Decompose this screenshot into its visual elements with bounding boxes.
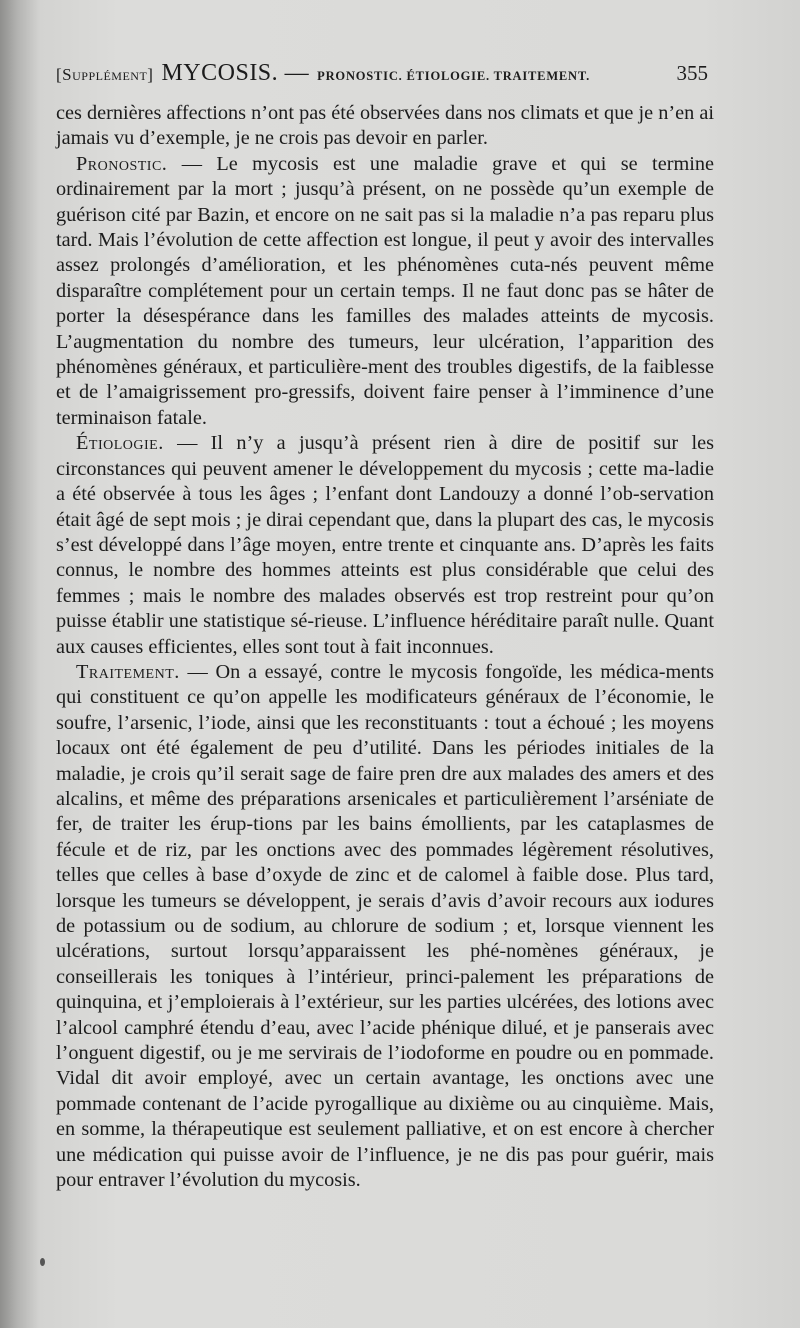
paragraph-lead: Pronostic. <box>76 152 168 175</box>
header-title: MYCOSIS. — <box>161 60 310 86</box>
header-subtitle: PRONOSTIC. ÉTIOLOGIE. TRAITEMENT. <box>317 69 591 83</box>
page-number: 355 <box>676 61 708 85</box>
ink-speck <box>40 1258 45 1266</box>
header-section: [Supplément] <box>56 65 154 84</box>
paragraph-lead: Étiologie. <box>76 432 164 455</box>
paragraph-etiologie <box>56 431 714 660</box>
body-text <box>56 101 714 1193</box>
paragraph-pronostic <box>56 152 714 431</box>
running-header <box>56 60 708 90</box>
header-left <box>56 60 590 87</box>
paragraph-text: — On a essayé, contre le mycosis fongoïde, les médica-ments qui constituent ce qu’on appelle les modificateurs généraux de l’économie, le soufre, l’arsenic, l’iode, ainsi que les reconstituants : tout a échoué ; les moyens locaux ont été également de peu d’utilité. Dans les périodes initiales de la maladie, je crois qu’il serait sage de faire pren dre aux malades des amers et des alcalins, et même des préparations arsenicales et particulièrement l’arséniate de fer, de traiter les érup-tions par les bains émollients, par les cataplasmes de fécule et de riz, par les onctions avec des pommades légèrement résolutives, telles que celles à base d’oxyde de zinc et de calomel à faible dose. Plus tard, lorsque les tumeurs se développent, je serais d’avis d’avoir recours aux iodures de potassium ou de sodium, au chlorure de sodium ; et, lorsque viennent les ulcérations, surtout lorsqu’apparaissent les phé-nomènes généraux, je conseillerais les toniques à l’intérieur, princi-palement les préparations de quinquina, et j’emploierais à l’extérieur, sur les parties ulcérées, des lotions avec l’alcool camphré étendu d’eau, avec l’acide phénique dilué, et je panserais avec l’onguent digestif, ou je me servirais de l’iodoforme en poudre ou en pommade. Vidal dit avoir employé, avec un certain avantage, les onctions avec une pommade contenant de l’acide pyrogallique au dixième ou au cinquième. Mais, en somme, la thérapeutique est seulement palliative, et on est encore à chercher une médication qui puisse avoir de l’influence, je ne dis pas pour guérir, mais pour entraver l’évolution du mycosis. <box>56 660 714 1192</box>
paragraph-lead: Traitement. <box>76 660 180 683</box>
paragraph-text: ces dernières affections n’ont pas été observées dans nos climats et que je n’en ai jamais vu d’exemple, je ne crois pas devoir en parler. <box>56 102 714 150</box>
paragraph-continuation <box>56 101 714 152</box>
paragraph-text: — Le mycosis est une maladie grave et qui se termine ordinairement par la mort ; jusqu’à présent, on ne possède qu’un exemple de guérison cité par Bazin, et encore on ne sait pas si la maladie n’a pas reparu plus tard. Mais l’évolution de cette affection est longue, il peut y avoir des intervalles assez prolongés d’amélioration, et les phénomènes cuta-nés peuvent même disparaître complétement pour un certain temps. Il ne faut donc pas se hâter de porter la désespérance dans les familles des malades atteints de mycosis. L’augmentation du nombre des tumeurs, leur ulcération, l’apparition des phénomènes généraux, et particulière-ment des troubles digestifs, de la faiblesse et de l’amaigrissement pro-gressifs, doivent faire penser à l’imminence d’une terminaison fatale. <box>56 152 714 429</box>
paragraph-traitement <box>56 660 714 1194</box>
paragraph-text: — Il n’y a jusqu’à présent rien à dire de positif sur les circonstances qui peuvent amener le développement du mycosis ; cette ma-ladie a été observée à tous les âges ; l’enfant dont Landouzy a donné l’ob-servation était âgé de sept mois ; je dirai cependant que, dans la plupart des cas, le mycosis s’est développé dans l’âge moyen, entre trente et cinquante ans. D’après les faits connus, le nombre des hommes atteints est plus considérable que celui des femmes ; mais le nombre des malades observés est trop restreint pour qu’on puisse établir une statistique sé-rieuse. L’influence héréditaire paraît nulle. Quant aux causes efficientes, elles sont tout à fait inconnues. <box>56 432 714 658</box>
